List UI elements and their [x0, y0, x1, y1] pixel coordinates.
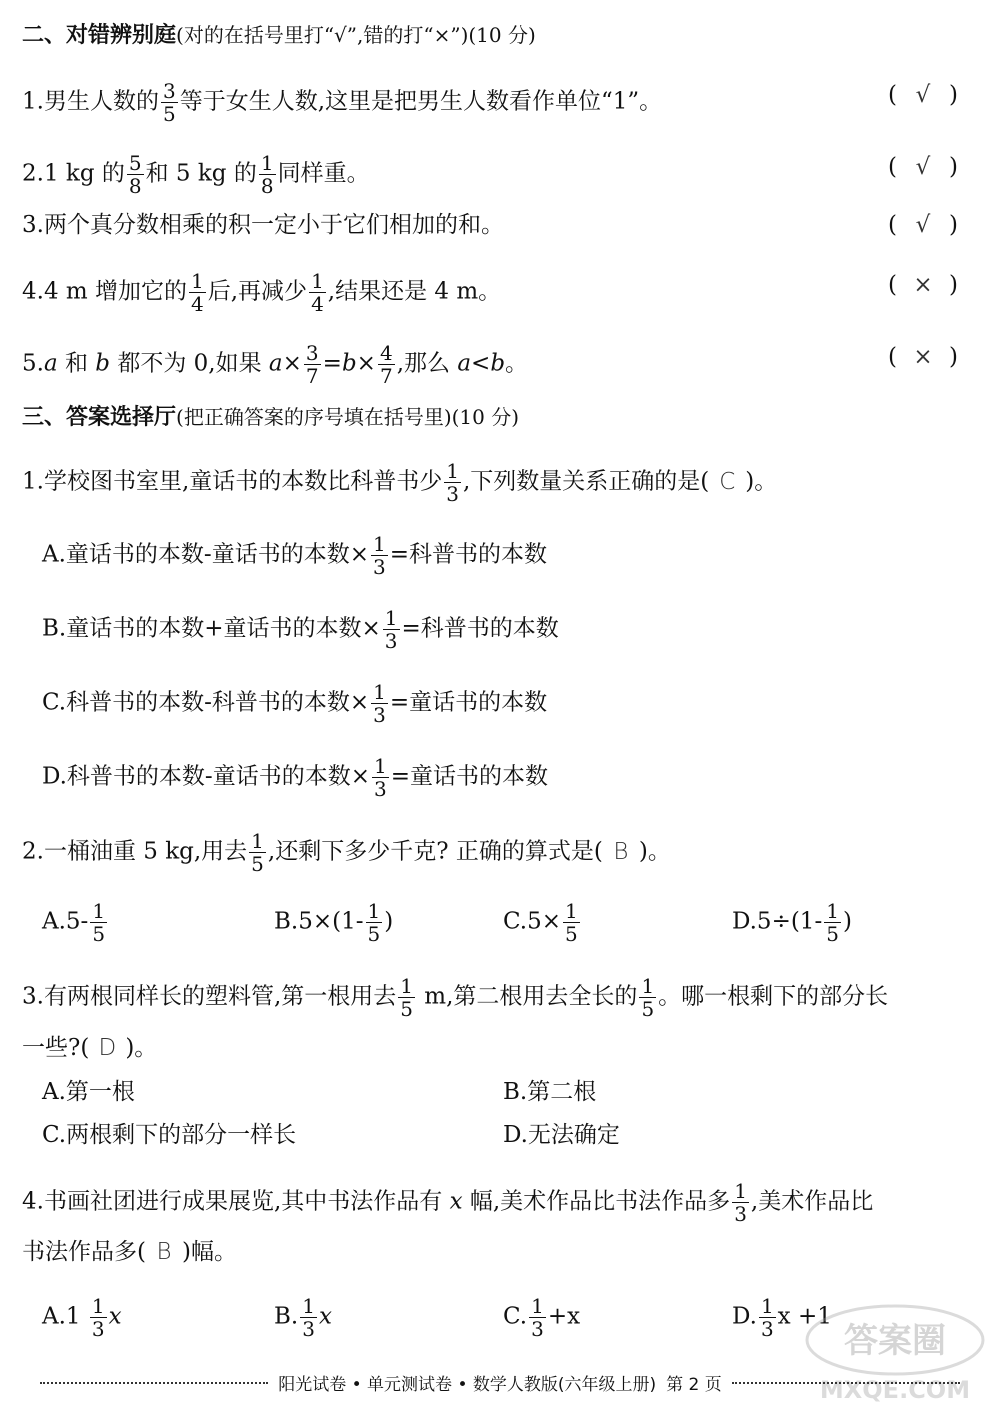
- question-2-3: 3.两个真分数相乘的积一定小于它们相加的和。: [22, 212, 504, 238]
- fraction: $\frac{1}{4}$: [191, 269, 204, 316]
- fraction: $\frac{1}{8}$: [260, 151, 274, 198]
- option-b: B.5×(1- $\frac{1}{5}$ ): [274, 899, 394, 946]
- question-2-5: 5.a 和 b 都不为 0,如果 a× $\frac{3}{7}$ =b× $\frac{4}{7}$ ,那么 a<b。: [22, 341, 529, 388]
- option-b: B.童话书的本数+童话书的本数× $\frac{1}{3}$ =科普书的本数: [42, 606, 559, 653]
- fraction: $\frac{1}{5}$: [400, 974, 413, 1021]
- option-a: A.1 $\frac{1}{3}$ x: [42, 1294, 122, 1341]
- option-d: D. $\frac{1}{3}$ x +1: [732, 1294, 832, 1341]
- answer-mark: √: [915, 154, 931, 180]
- question-3-3-cont: 一些?( D )。: [22, 1035, 158, 1061]
- question-3-3: 3.有两根同样长的塑料管,第一根用去 $\frac{1}{5}$ m,第二根用去全长的 $\frac{1}{5}$ 。哪一根剩下的部分长: [22, 974, 889, 1021]
- section-3-heading: [22, 402, 519, 433]
- fraction: $\frac{1}{5}$: [641, 974, 655, 1021]
- option-d: D.5÷(1- $\frac{1}{5}$ ): [732, 899, 852, 946]
- answer-mark: ×: [913, 344, 933, 370]
- fraction: $\frac{1}{5}$: [251, 829, 264, 876]
- fraction: $\frac{1}{4}$: [311, 269, 324, 316]
- question-2-4: 4.4 m 增加它的 $\frac{1}{4}$ 后,再减少 $\frac{1}{4}$ ,结果还是 4 m。: [22, 269, 502, 316]
- section-2-heading: [22, 20, 536, 51]
- answer-bracket: ( √ ): [888, 82, 958, 108]
- fraction: $\frac{5}{8}$: [128, 151, 142, 198]
- fraction: $\frac{4}{7}$: [379, 341, 393, 388]
- answer-mark: √: [915, 212, 931, 238]
- answer-bracket: ( √ ): [888, 212, 958, 238]
- option-c: C.科普书的本数-科普书的本数× $\frac{1}{3}$ =童话书的本数: [42, 680, 548, 727]
- section-instruction: (把正确答案的序号填在括号里)(10 分): [176, 405, 520, 429]
- svg-text:MXQE.COM: MXQE.COM: [819, 1376, 971, 1404]
- option-c: C. $\frac{1}{3}$ +x: [503, 1294, 581, 1341]
- question-3-4-cont: 书法作品多( B )幅。: [22, 1239, 237, 1265]
- fraction: $\frac{3}{7}$: [305, 341, 319, 388]
- answer-bracket: ( × ): [888, 272, 958, 298]
- page-number: 第 2 页: [666, 1375, 722, 1395]
- option-a: A.第一根: [42, 1079, 135, 1105]
- question-3-4: 4.书画社团进行成果展览,其中书法作品有 x 幅,美术作品比书法作品多 $\frac{1}{3}$ ,美术作品比: [22, 1179, 874, 1226]
- question-3-2: 2.一桶油重 5 kg,用去 $\frac{1}{5}$ ,还剩下多少千克? 正确的算式是( B )。: [22, 829, 671, 876]
- option-d: D.科普书的本数-童话书的本数× $\frac{1}{3}$ =童话书的本数: [42, 754, 548, 801]
- section-instruction: (对的在括号里打“√”,错的打“×”)(10 分): [176, 23, 536, 47]
- answer-fill: C: [719, 468, 736, 495]
- option-a: A.5- $\frac{1}{5}$: [42, 899, 106, 946]
- footer-divider: [40, 1382, 268, 1384]
- section-title: 二、对错辨别庭: [22, 23, 177, 48]
- svg-text:答案圈: 答案圈: [844, 1321, 946, 1361]
- question-2-1: 1.男生人数的 $\frac{3}{5}$ 等于女生人数,这里是把男生人数看作单位“1”。: [22, 79, 663, 126]
- page-footer: [40, 1370, 960, 1395]
- answer-mark: √: [915, 82, 931, 108]
- fraction: $\frac{1}{3}$: [734, 1179, 747, 1226]
- answer-bracket: ( × ): [888, 344, 958, 370]
- answer-fill: B: [156, 1239, 172, 1265]
- footer-text: 阳光试卷 • 单元测试卷 • 数学人教版(六年级上册): [278, 1375, 657, 1395]
- option-b: B. $\frac{1}{3}$ x: [274, 1294, 332, 1341]
- answer-mark: ×: [913, 272, 933, 298]
- option-c: C.两根剩下的部分一样长: [42, 1122, 297, 1148]
- answer-fill: D: [98, 1035, 117, 1061]
- option-c: C.5× $\frac{1}{5}$: [503, 899, 578, 946]
- option-a: A.童话书的本数-童话书的本数× $\frac{1}{3}$ =科普书的本数: [42, 532, 547, 579]
- section-title: 三、答案选择厅: [22, 405, 177, 430]
- question-2-2: 2.1 kg 的 $\frac{5}{8}$ 和 5 kg 的 $\frac{1}{8}$ 同样重。: [22, 151, 370, 198]
- option-b: B.第二根: [503, 1079, 597, 1105]
- option-d: D.无法确定: [503, 1122, 620, 1148]
- answer-fill: B: [613, 838, 629, 865]
- footer-divider: [732, 1382, 960, 1384]
- question-3-1: 1.学校图书室里,童话书的本数比科普书少 $\frac{1}{3}$ ,下列数量关系正确的是( C )。: [22, 459, 778, 506]
- fraction: $\frac{1}{3}$: [446, 459, 459, 506]
- fraction: $\frac{3}{5}$: [162, 79, 176, 126]
- answer-bracket: ( √ ): [888, 154, 958, 180]
